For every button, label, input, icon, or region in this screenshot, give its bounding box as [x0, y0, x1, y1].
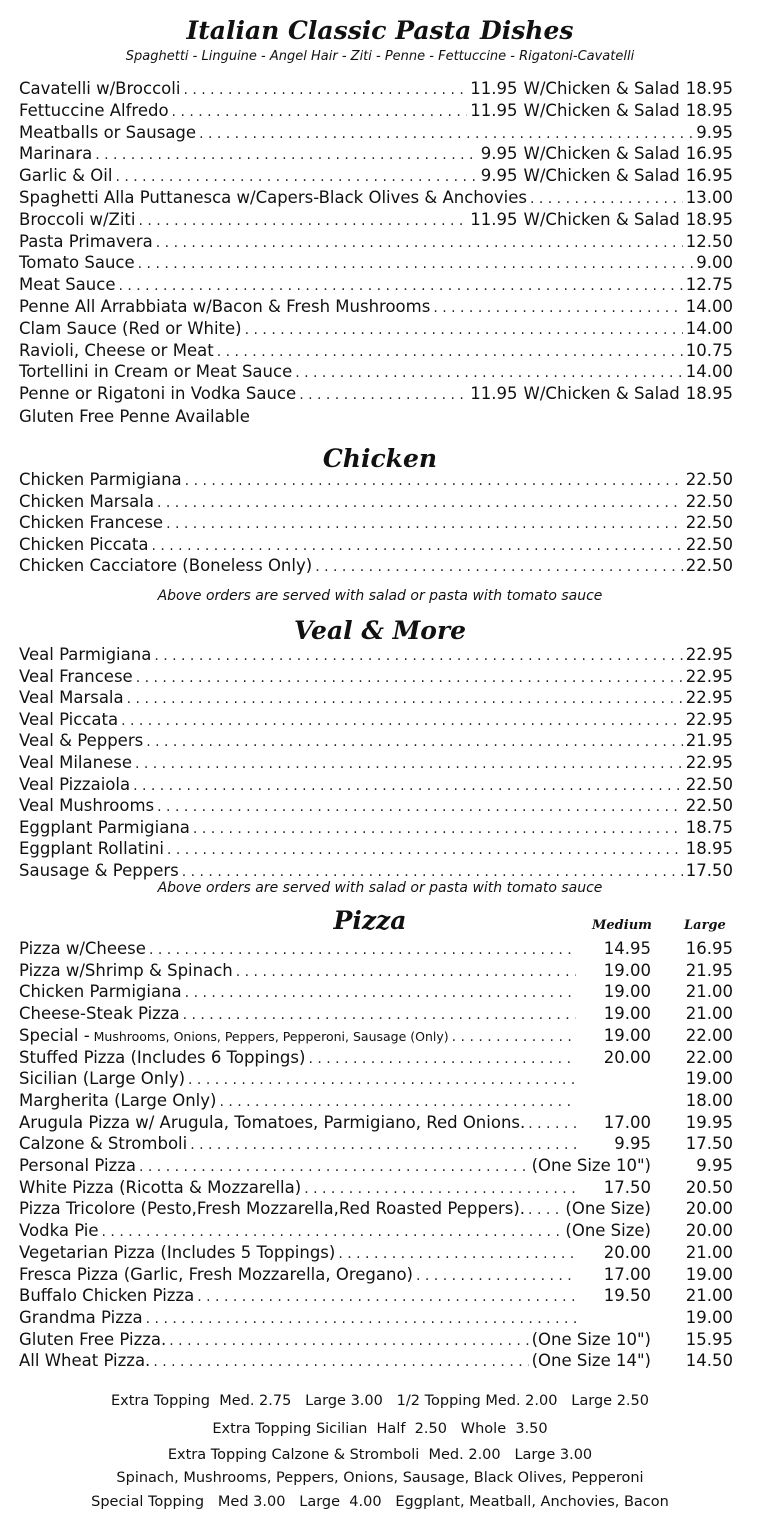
menu-item-row	[19, 491, 733, 512]
pizza-large-price: 19.00	[685, 1069, 733, 1089]
item-price: 18.75	[685, 817, 733, 837]
item-name: Clam Sauce (Red or White)	[19, 318, 242, 338]
item-price: 22.95	[685, 645, 733, 664]
dot-leader	[528, 1200, 562, 1221]
item-price: 22.50	[685, 796, 733, 816]
dot-leader	[236, 962, 576, 983]
dot-leader	[217, 342, 683, 363]
dot-leader	[528, 1114, 576, 1135]
item-name: Veal Pizzaiola	[19, 774, 131, 794]
item-extra-price: 18.95	[685, 100, 733, 120]
item-extra-price: 18.95	[685, 79, 733, 98]
item-name: Tortellini in Cream or Meat Sauce	[19, 362, 293, 382]
pizza-medium-price: (One Size 14")	[531, 1351, 651, 1371]
item-name: Chicken Cacciatore (Boneless Only)	[19, 556, 313, 575]
pizza-name: All Wheat Pizza.	[19, 1351, 151, 1371]
item-price: 9.00	[696, 253, 733, 273]
item-name: Marinara	[19, 144, 93, 164]
pizza-large-price: 18.00	[685, 1090, 733, 1110]
item-extra-label: W/Chicken & Salad	[523, 100, 680, 120]
pizza-large-price: 16.95	[685, 939, 733, 958]
menu-item-row	[19, 231, 733, 252]
dot-leader	[115, 167, 477, 188]
item-name: Cavatelli w/Broccoli	[19, 79, 181, 98]
dot-leader	[127, 689, 683, 710]
pizza-name: Fresca Pizza (Garlic, Fresh Mozzarella, Oregano)	[19, 1264, 413, 1284]
item-name: Veal Marsala	[19, 688, 124, 708]
item-name: Chicken Marsala	[19, 491, 154, 511]
item-price: 22.95	[685, 666, 733, 686]
pizza-name: Cheese-Steak Pizza	[19, 1004, 180, 1024]
dot-leader	[102, 1222, 563, 1243]
pizza-item-row	[19, 938, 733, 959]
dot-leader	[530, 189, 683, 210]
item-price: 11.95	[470, 384, 518, 404]
menu-item-row	[19, 100, 733, 121]
pizza-item-row	[19, 1177, 733, 1198]
item-name: Tomato Sauce	[19, 253, 135, 273]
item-name: Chicken Francese	[19, 513, 164, 532]
item-name: Chicken Piccata	[19, 534, 149, 554]
dot-leader	[308, 1049, 576, 1070]
menu-item-row	[19, 296, 733, 317]
pizza-item-row	[19, 1025, 733, 1046]
item-price: 14.00	[685, 318, 733, 338]
pizza-section-title: Pizza	[333, 906, 407, 935]
menu-item-row	[19, 383, 733, 404]
item-name: Meat Sauce	[19, 275, 116, 295]
pizza-medium-price: 19.00	[603, 1025, 651, 1045]
item-extra-price: 16.95	[685, 144, 733, 164]
pizza-medium-price: 19.00	[603, 982, 651, 1002]
item-name: Penne or Rigatoni in Vodka Sauce	[19, 384, 297, 404]
pizza-medium-price: (One Size 10")	[531, 1156, 651, 1175]
pizza-medium-price: 17.50	[603, 1177, 651, 1197]
extra-topping-line: Special Topping Med 3.00 Large 4.00 Eggplant, Meatball, Anchovies, Bacon	[91, 1494, 669, 1510]
pizza-medium-price: 14.95	[603, 939, 651, 958]
pizza-large-price: 19.00	[685, 1264, 733, 1284]
pizza-name: Pizza w/Cheese	[19, 939, 146, 958]
menu-item-row	[19, 644, 733, 665]
menu-item-row	[19, 78, 733, 99]
pizza-large-price: 21.00	[685, 1242, 733, 1262]
pizza-name: Vodka Pie	[19, 1221, 99, 1241]
item-name: Veal Piccata	[19, 709, 119, 729]
menu-item-row	[19, 817, 733, 838]
dot-leader	[304, 1179, 576, 1200]
pizza-name: Gluten Free Pizza.	[19, 1329, 167, 1349]
dot-leader	[136, 668, 683, 689]
item-price: 22.50	[685, 470, 733, 489]
pizza-medium-price: (One Size 10")	[531, 1329, 651, 1349]
item-price: 9.95	[480, 166, 518, 186]
dot-leader	[172, 102, 468, 123]
item-name: Chicken Parmigiana	[19, 470, 182, 489]
pizza-large-price: 21.00	[685, 1286, 733, 1306]
pizza-large-price: 14.50	[685, 1351, 733, 1371]
item-name: Veal Mushrooms	[19, 796, 155, 816]
dot-leader	[199, 124, 693, 145]
item-price: 11.95	[470, 209, 518, 229]
pizza-large-price: 19.95	[685, 1112, 733, 1132]
pizza-name: Arugula Pizza w/ Arugula, Tomatoes, Parmigiano, Red Onions.	[19, 1112, 526, 1132]
item-price: 9.95	[480, 144, 518, 164]
chicken-served-note: Above orders are served with salad or pasta with tomato sauce	[157, 588, 603, 604]
pizza-name: Margherita (Large Only)	[19, 1090, 217, 1110]
item-name: Meatballs or Sausage	[19, 122, 197, 142]
dot-leader	[185, 471, 683, 492]
item-price: 11.95	[470, 100, 518, 120]
pizza-large-price: 21.00	[685, 1004, 733, 1024]
dot-leader	[133, 776, 683, 797]
pizza-name: Stuffed Pizza (Includes 6 Toppings)	[19, 1047, 306, 1067]
menu-item-row	[19, 512, 733, 533]
pizza-medium-price: 19.00	[603, 1004, 651, 1024]
dot-leader	[183, 1005, 576, 1026]
veal-section-title: Veal & More	[293, 616, 467, 645]
pizza-large-price: 15.95	[685, 1329, 733, 1349]
pizza-item-row	[19, 1090, 733, 1111]
dot-leader	[151, 536, 682, 557]
dot-leader	[169, 1331, 528, 1352]
dot-leader	[452, 1027, 576, 1048]
dot-leader	[95, 145, 478, 166]
item-name: Fettuccine Alfredo	[19, 100, 169, 120]
menu-item-row	[19, 361, 733, 382]
menu-item-row	[19, 709, 733, 730]
pizza-detail: Mushrooms, Onions, Peppers, Pepperoni, Sausage (Only)	[89, 1028, 449, 1044]
item-extra-label: W/Chicken & Salad	[523, 384, 680, 404]
pizza-medium-price: 20.00	[603, 1047, 651, 1067]
menu-item-row	[19, 209, 733, 230]
item-name: Broccoli w/Ziti	[19, 209, 136, 229]
item-price: 22.95	[685, 688, 733, 708]
pizza-name: Buffalo Chicken Pizza	[19, 1286, 195, 1306]
pizza-medium-price: (One Size)	[565, 1199, 651, 1219]
pizza-medium-price: 19.50	[603, 1286, 651, 1306]
item-name: Eggplant Parmigiana	[19, 817, 190, 837]
dot-leader	[433, 298, 682, 319]
dot-leader	[153, 1352, 528, 1373]
pizza-item-row	[19, 1264, 733, 1285]
item-name: Veal Francese	[19, 666, 133, 686]
pizza-name: Chicken Parmigiana	[19, 982, 182, 1002]
pizza-item-row	[19, 1307, 733, 1328]
pizza-item-row	[19, 1047, 733, 1068]
pizza-large-price: 22.00	[685, 1047, 733, 1067]
pizza-item-row	[19, 1003, 733, 1024]
item-extra-label: W/Chicken & Salad	[523, 209, 680, 229]
menu-item-row	[19, 534, 733, 555]
item-price: 12.50	[685, 231, 733, 251]
pizza-medium-price: 9.95	[614, 1134, 651, 1154]
pasta-subtitle: Spaghetti - Linguine - Angel Hair - Ziti - Penne - Fettuccine - Rigatoni-Cavatelli	[125, 49, 635, 64]
item-name: Penne All Arrabbiata w/Bacon & Fresh Mushrooms	[19, 297, 431, 316]
pizza-large-price: 9.95	[696, 1156, 733, 1175]
item-extra-price: 16.95	[685, 166, 733, 186]
menu-item-row	[19, 730, 733, 751]
pizza-name: Pizza Tricolore (Pesto,Fresh Mozzarella,Red Roasted Peppers).	[19, 1199, 526, 1219]
item-extra-label: W/Chicken & Salad	[523, 144, 680, 164]
pizza-name: Grandma Pizza	[19, 1307, 143, 1327]
pizza-name: Calzone & Stromboli	[19, 1134, 188, 1154]
item-extra-price: 18.95	[685, 209, 733, 229]
pizza-name: Pizza w/Shrimp & Spinach	[19, 960, 233, 980]
pizza-medium-price: 19.00	[603, 960, 651, 980]
item-extra-label: W/Chicken & Salad	[523, 79, 680, 98]
item-name: Sausage & Peppers	[19, 861, 179, 880]
pizza-large-price: 22.00	[685, 1025, 733, 1045]
pizza-item-row	[19, 1198, 733, 1219]
dot-leader	[138, 254, 694, 275]
dot-leader	[135, 754, 683, 775]
menu-item-row	[19, 122, 733, 143]
item-price: 11.95	[470, 79, 518, 98]
pizza-large-price: 17.50	[685, 1134, 733, 1154]
dot-leader	[185, 983, 576, 1004]
item-price: 22.50	[685, 534, 733, 554]
item-price: 22.50	[685, 513, 733, 532]
dot-leader	[157, 797, 683, 818]
item-price: 22.95	[685, 753, 733, 772]
dot-leader	[299, 385, 467, 406]
menu-item-row	[19, 860, 733, 881]
dot-leader	[166, 514, 683, 535]
pizza-item-row	[19, 960, 733, 981]
veal-served-note: Above orders are served with salad or pasta with tomato sauce	[157, 880, 603, 896]
menu-item-row	[19, 187, 733, 208]
pizza-item-row	[19, 1133, 733, 1154]
extra-topping-line: Extra Topping Med. 2.75 Large 3.00 1/2 Topping Med. 2.00 Large 2.50	[111, 1393, 649, 1409]
dot-leader	[139, 1157, 529, 1178]
pizza-large-price: 19.00	[685, 1307, 733, 1327]
dot-leader	[183, 80, 467, 101]
pizza-item-row	[19, 1112, 733, 1133]
dot-leader	[190, 1135, 576, 1156]
dot-leader	[416, 1266, 576, 1287]
pizza-medium-price: 17.00	[603, 1112, 651, 1132]
menu-item-row	[19, 838, 733, 859]
pizza-name: Personal Pizza	[19, 1156, 136, 1175]
pizza-medium-price: 17.00	[603, 1264, 651, 1284]
pizza-large-price: 20.00	[685, 1199, 733, 1219]
pizza-item-row	[19, 1220, 733, 1241]
dot-leader	[149, 940, 576, 961]
dot-leader	[188, 1070, 576, 1091]
item-price: 10.75	[685, 340, 733, 360]
dot-leader	[219, 1092, 576, 1113]
chicken-section-title: Chicken	[322, 444, 438, 473]
item-price: 9.95	[696, 122, 733, 142]
pizza-item-row	[19, 981, 733, 1002]
menu-item-row	[19, 795, 733, 816]
item-name: Garlic & Oil	[19, 166, 113, 186]
gluten-free-note: Gluten Free Penne Available	[19, 407, 250, 426]
item-price: 12.75	[685, 275, 733, 295]
dot-leader	[193, 819, 683, 840]
dot-leader	[121, 711, 683, 732]
menu-item-row	[19, 143, 733, 164]
extra-topping-line: Extra Topping Sicilian Half 2.50 Whole 3.50	[212, 1421, 548, 1437]
medium-column-header: Medium	[592, 918, 652, 933]
pizza-large-price: 21.00	[685, 982, 733, 1002]
pizza-name: White Pizza (Ricotta & Mozzarella)	[19, 1177, 302, 1197]
item-name: Eggplant Rollatini	[19, 839, 164, 859]
pizza-name: Sicilian (Large Only)	[19, 1069, 186, 1089]
dot-leader	[157, 493, 683, 514]
pizza-name: Vegetarian Pizza (Includes 5 Toppings)	[19, 1242, 336, 1262]
extra-topping-line: Extra Topping Calzone & Stromboli Med. 2.00 Large 3.00	[167, 1447, 593, 1463]
item-price: 22.95	[685, 709, 733, 729]
menu-item-row	[19, 555, 733, 576]
dot-leader	[146, 732, 683, 753]
pizza-item-row	[19, 1242, 733, 1263]
menu-item-row	[19, 318, 733, 339]
extra-topping-line: Spinach, Mushrooms, Peppers, Onions, Sausage, Black Olives, Pepperoni	[116, 1470, 644, 1486]
dot-leader	[167, 840, 683, 861]
menu-item-row	[19, 274, 733, 295]
item-price: 22.50	[685, 774, 733, 794]
item-name: Veal Parmigiana	[19, 645, 152, 664]
item-name: Veal & Peppers	[19, 731, 144, 751]
pizza-item-row	[19, 1350, 733, 1371]
item-price: 22.50	[685, 556, 733, 575]
pizza-item-row	[19, 1285, 733, 1306]
item-name: Ravioli, Cheese or Meat	[19, 340, 214, 360]
item-price: 22.50	[685, 491, 733, 511]
pizza-item-row	[19, 1155, 733, 1176]
pizza-medium-price: (One Size)	[565, 1221, 651, 1241]
pizza-large-price: 21.95	[685, 960, 733, 980]
large-column-header: Large	[684, 918, 726, 933]
menu-item-row	[19, 252, 733, 273]
pizza-item-row	[19, 1329, 733, 1350]
dot-leader	[338, 1244, 576, 1265]
menu-item-row	[19, 165, 733, 186]
pizza-item-row	[19, 1068, 733, 1089]
item-name: Spaghetti Alla Puttanesca w/Capers-Black Olives & Anchovies	[19, 188, 527, 207]
pizza-large-price: 20.00	[685, 1221, 733, 1241]
dot-leader	[315, 557, 683, 578]
pasta-section-title: Italian Classic Pasta Dishes	[186, 16, 574, 45]
dot-leader	[156, 233, 683, 254]
dot-leader	[154, 646, 682, 667]
item-price: 14.00	[685, 362, 733, 382]
item-name: Veal Milanese	[19, 753, 132, 772]
item-name: Pasta Primavera	[19, 231, 153, 251]
item-price: 18.95	[685, 839, 733, 859]
item-extra-label: W/Chicken & Salad	[523, 166, 680, 186]
menu-item-row	[19, 774, 733, 795]
item-price: 13.00	[685, 188, 733, 207]
menu-item-row	[19, 752, 733, 773]
item-extra-price: 18.95	[685, 384, 733, 404]
dot-leader	[245, 320, 683, 341]
menu-item-row	[19, 340, 733, 361]
item-price: 17.50	[685, 861, 733, 880]
item-price: 21.95	[685, 731, 733, 751]
dot-leader	[295, 363, 683, 384]
pizza-large-price: 20.50	[685, 1177, 733, 1197]
menu-item-row	[19, 687, 733, 708]
pizza-medium-price: 20.00	[603, 1242, 651, 1262]
dot-leader	[118, 276, 682, 297]
dot-leader	[146, 1309, 576, 1330]
item-price: 14.00	[685, 297, 733, 316]
menu-item-row	[19, 666, 733, 687]
menu-item-row	[19, 469, 733, 490]
pizza-name: Special - Mushrooms, Onions, Peppers, Pepperoni, Sausage (Only)	[19, 1025, 449, 1045]
dot-leader	[138, 211, 467, 232]
dot-leader	[197, 1287, 576, 1308]
